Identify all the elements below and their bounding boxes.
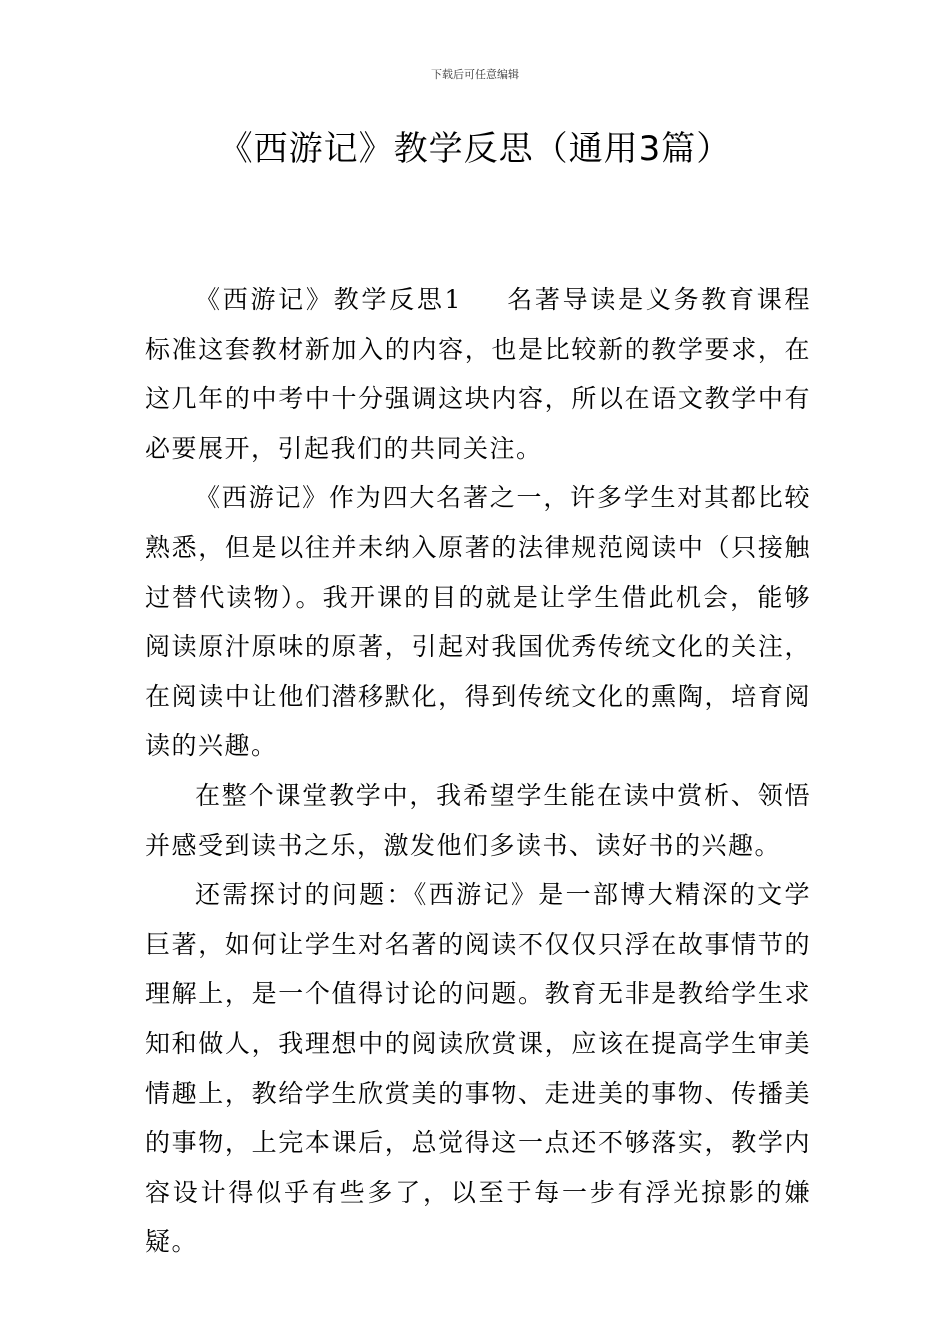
paragraph-4: 还需探讨的问题：《西游记》是一部博大精深的文学巨著，如何让学生对名著的阅读不仅仅只浮在故事情节的理解上，是一个值得讨论的问题。教育无非是教给学生求知和做人，我理想中的阅读欣赏课，应该在提高学生审美情趣上，教给学生欣赏美的事物、走进美的事物、传播美的事物，上完本课后，总觉得这一点还不够落实，教学内容设计得似乎有些多了，以至于每一步有浮光掠影的嫌疑。 [145,880,811,1257]
section-heading: 《西游记》教学反思1 [195,285,462,314]
document-body [145,275,811,1267]
paragraph-1 [145,275,811,473]
paragraph-2: 《西游记》作为四大名著之一，许多学生对其都比较熟悉，但是以往并未纳入原著的法律规范阅读中（只接触过替代读物）。我开课的目的就是让学生借此机会，能够阅读原汁原味的原著，引起对我国优秀传统文化的关注，在阅读中让他们潜移默化，得到传统文化的熏陶，培育阅读的兴趣。 [145,483,811,761]
paragraph-1-text: 名著导读是义务教育课程标准这套教材新加入的内容，也是比较新的教学要求，在这几年的中考中十分强调这块内容，所以在语文教学中有必要展开，引起我们的共同关注。 [145,285,811,463]
document-title: 《西游记》教学反思（通用3篇） [218,129,732,169]
header-note: 下载后可任意编辑 [431,68,519,81]
paragraph-3: 在整个课堂教学中，我希望学生能在读中赏析、领悟并感受到读书之乐，激发他们多读书、读好书的兴趣。 [145,780,811,860]
